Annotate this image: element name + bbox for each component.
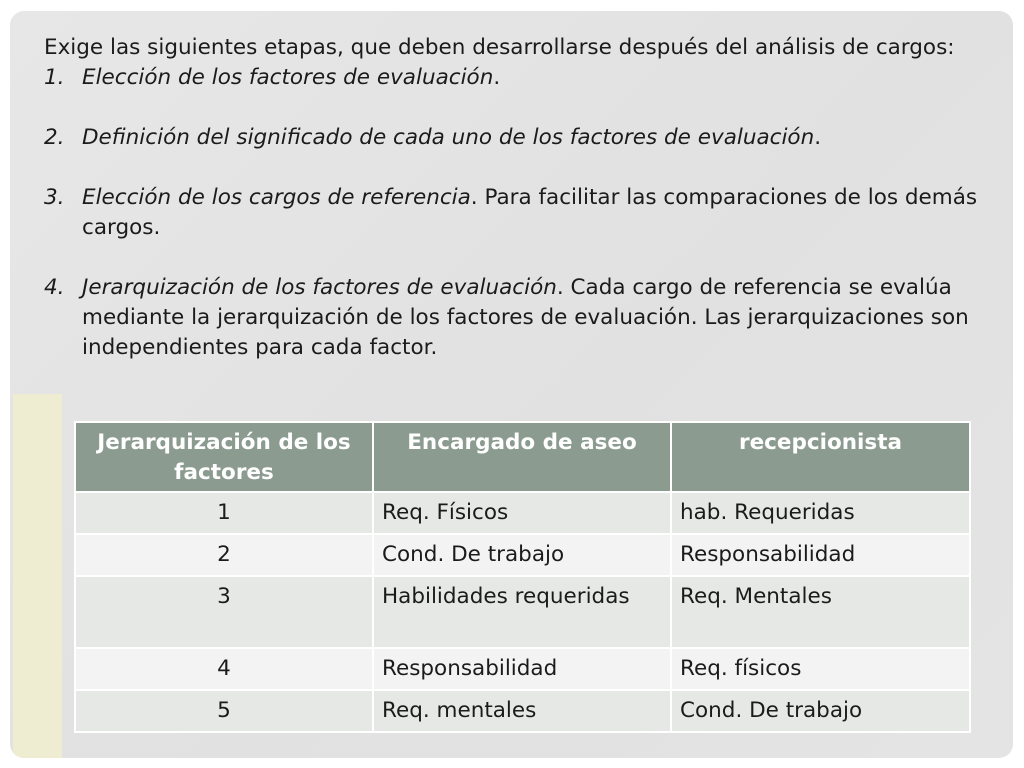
- header-encargado-de-aseo: Encargado de aseo: [373, 422, 671, 492]
- ranking-table-wrap: [74, 421, 969, 733]
- encargado-cell: Cond. De trabajo: [373, 534, 671, 576]
- step-rest: . Cada cargo de referencia se evalúa mediante la jerarquización de los factores de evaluación. Las jerarquizaciones son independientes para cada factor.: [82, 275, 969, 360]
- rank-cell: 4: [75, 648, 373, 690]
- table-row: [75, 534, 970, 576]
- table-header-row: [75, 422, 970, 492]
- recepcionista-cell: Req. físicos: [671, 648, 970, 690]
- encargado-cell: Req. Físicos: [373, 492, 671, 534]
- step-item-3: [44, 183, 984, 243]
- rank-cell: 5: [75, 690, 373, 732]
- accent-bar: [13, 394, 62, 758]
- table-row: [75, 492, 970, 534]
- step-title: Elección de los factores de evaluación: [82, 65, 494, 90]
- steps-list: [44, 63, 984, 363]
- header-ranking: Jerarquización de los factores: [75, 422, 373, 492]
- encargado-cell: Req. mentales: [373, 690, 671, 732]
- step-title: Elección de los cargos de referencia: [82, 185, 471, 210]
- step-number: 1.: [44, 65, 65, 90]
- encargado-cell: Responsabilidad: [373, 648, 671, 690]
- step-rest: .: [814, 125, 822, 150]
- step-item-2: [44, 123, 984, 153]
- step-number: 3.: [44, 185, 65, 210]
- step-number: 4.: [44, 275, 65, 300]
- table-row: [75, 648, 970, 690]
- rank-cell: 3: [75, 576, 373, 648]
- table-row: [75, 576, 970, 648]
- rank-cell: 2: [75, 534, 373, 576]
- recepcionista-cell: Req. Mentales: [671, 576, 970, 648]
- recepcionista-cell: Cond. De trabajo: [671, 690, 970, 732]
- header-recepcionista: recepcionista: [671, 422, 970, 492]
- step-title: Definición del significado de cada uno de los factores de evaluación: [82, 125, 815, 150]
- intro-text: Exige las siguientes etapas, que deben desarrollarse después del análisis de cargos:: [44, 35, 955, 60]
- step-rest: . Para facilitar las comparaciones de los demás cargos.: [82, 185, 978, 240]
- table-row: [75, 690, 970, 732]
- rank-cell: 1: [75, 492, 373, 534]
- ranking-table: [74, 421, 971, 733]
- recepcionista-cell: hab. Requeridas: [671, 492, 970, 534]
- step-rest: .: [493, 65, 501, 90]
- recepcionista-cell: Responsabilidad: [671, 534, 970, 576]
- encargado-cell: Habilidades requeridas: [373, 576, 671, 648]
- step-number: 2.: [44, 125, 65, 150]
- step-item-4: [44, 273, 984, 363]
- slide-content: [44, 33, 984, 363]
- step-title: Jerarquización de los factores de evaluación: [82, 275, 557, 300]
- step-item-1: [44, 63, 984, 93]
